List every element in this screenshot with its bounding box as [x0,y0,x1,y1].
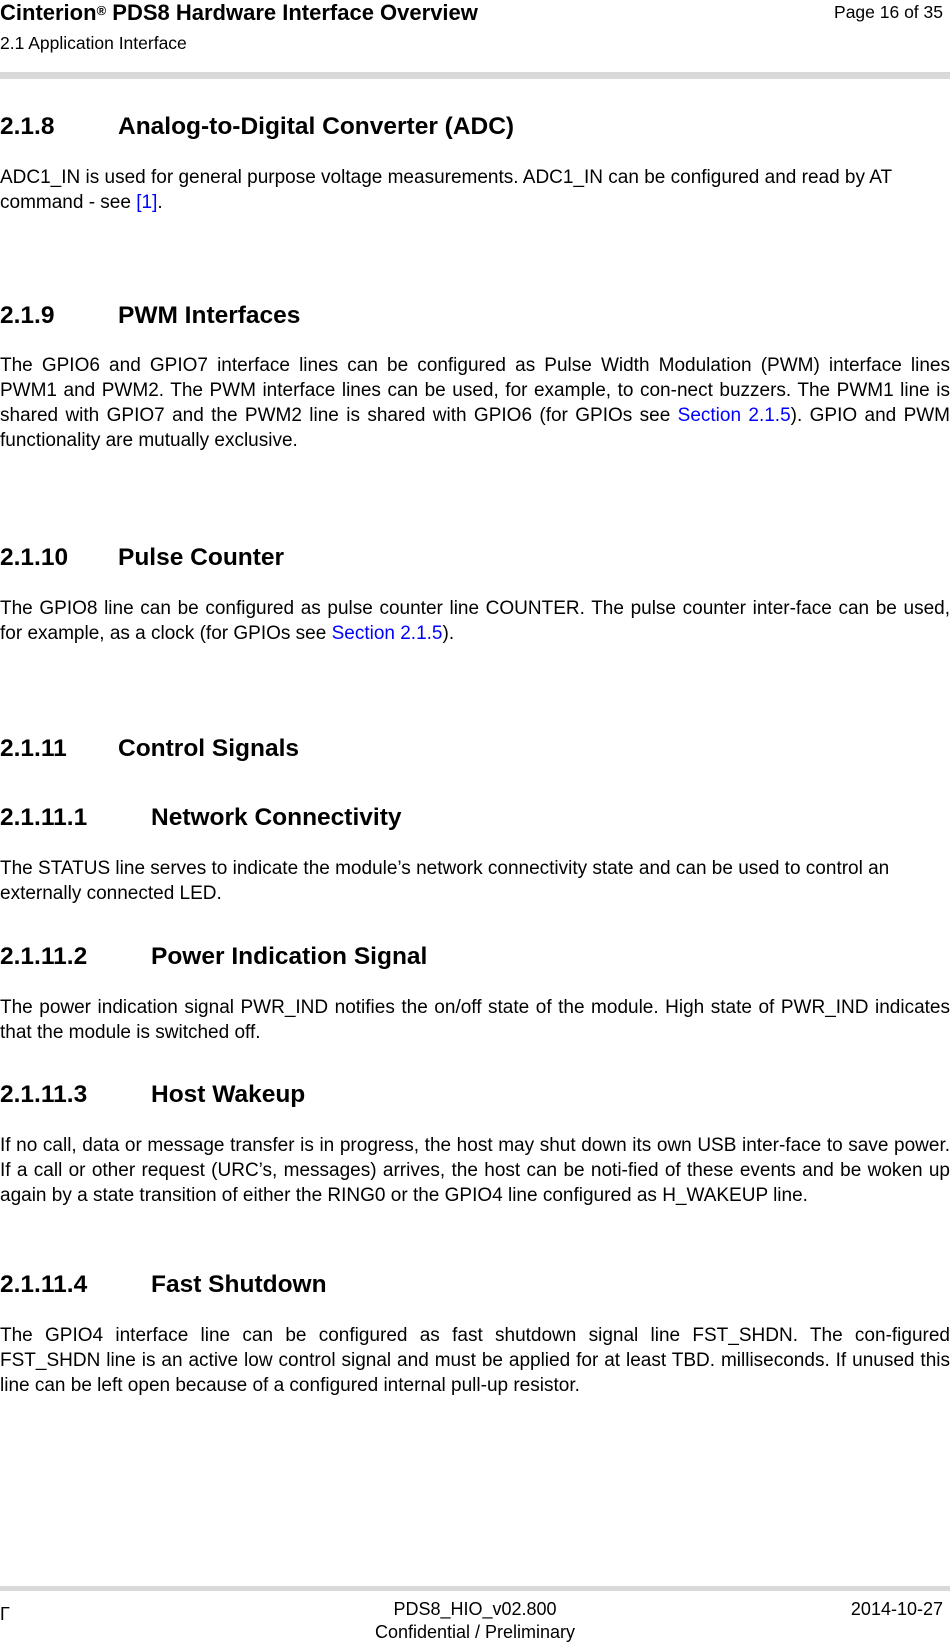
section-number: 2.1.9 [0,302,55,329]
section-heading-control-signals [0,734,299,764]
title-text: PDS8 Hardware Interface Overview [106,0,478,25]
paragraph-text: ). GPIO and PWM functionality are mutually exclusive. [0,405,950,451]
subsection-heading-power [0,942,427,972]
section-number: 2.1.11.1 [0,804,88,831]
paragraph-text: The GPIO6 and GPIO7 interface lines can be configured as Pulse Width Modulation (PWM) interface lines PWM1 and PWM2. The PWM interface lines can be used, for example, to con-nect buzzers. The PWM1 line is shared with GPIO7 and the PWM2 line is shared with GPIO6 (for GPIOs see [0,355,950,426]
header-rule [0,72,950,79]
classification: Confidential / Preliminary [374,1622,576,1642]
paragraph-text: ADC1_IN is used for general purpose voltage measurements. ADC1_IN can be configured and read by AT command - see [0,167,892,213]
section-number: 2.1.10 [0,544,69,571]
section-number: 2.1.11.2 [0,943,88,970]
section-number: 2.1.8 [0,113,55,140]
subsection-heading-wakeup [0,1080,305,1110]
footer-mark: Γ [0,1604,10,1624]
section-title: Pulse Counter [118,544,285,571]
paragraph-adc [0,165,950,215]
section-number: 2.1.11.3 [0,1081,88,1108]
paragraph-pulse-counter [0,596,950,646]
paragraph-shutdown: The GPIO4 interface line can be configured as fast shutdown signal line FST_SHDN. The con-figured FST_SHDN line is an active low control signal and must be applied for at least TBD. milliseconds. If unused this line can be left open because of a configured internal pull-up resistor. [0,1325,950,1396]
section-title: PWM Interfaces [118,302,301,329]
running-section: 2.1 Application Interface [0,33,187,53]
section-title: Analog-to-Digital Converter (ADC) [118,113,515,140]
section-heading-pwm [0,301,300,331]
document-id: PDS8_HIO_v02.800 [393,1599,557,1619]
section-link[interactable]: Section 2.1.5 [677,405,791,426]
page-number: Page 16 of 35 [834,2,943,22]
section-title: Network Connectivity [151,804,402,831]
document-title [0,0,478,26]
document-date: 2014-10-27 [850,1599,943,1619]
reference-link[interactable]: [1] [136,192,158,213]
section-title: Fast Shutdown [151,1271,327,1298]
section-title: Host Wakeup [151,1081,306,1108]
section-heading-pulse-counter [0,543,284,573]
brand-name: Cinterion [0,0,97,25]
paragraph-network: The STATUS line serves to indicate the module’s network connectivity state and can be used to control an externally connected LED. [0,858,890,904]
registered-mark: ® [96,3,107,18]
paragraph-text: ). [442,623,455,644]
paragraph-wakeup: If no call, data or message transfer is in progress, the host may shut down its own USB inter-face to save power. If a call or other request (URC’s, messages) arrives, the host can be noti-fied of these events and be woken up again by a state transition of either the RING0 or the GPIO4 line configured as H_WAKEUP line. [0,1135,950,1206]
section-link[interactable]: Section 2.1.5 [331,623,443,644]
section-title: Control Signals [118,735,300,762]
subsection-heading-network [0,803,402,833]
paragraph-pwm [0,353,950,453]
section-number: 2.1.11.4 [0,1271,88,1298]
paragraph-power: The power indication signal PWR_IND notifies the on/off state of the module. High state of PWR_IND indicates that the module is switched off. [0,997,950,1043]
section-heading-adc [0,112,514,142]
subsection-heading-shutdown [0,1270,327,1300]
footer-rule [0,1586,950,1591]
section-number: 2.1.11 [0,735,67,762]
section-title: Power Indication Signal [151,943,428,970]
paragraph-text: . [157,192,163,213]
paragraph-text: The GPIO8 line can be configured as pulse counter line COUNTER. The pulse counter inter-face can be used, for example, as a clock (for GPIOs see [0,598,950,644]
